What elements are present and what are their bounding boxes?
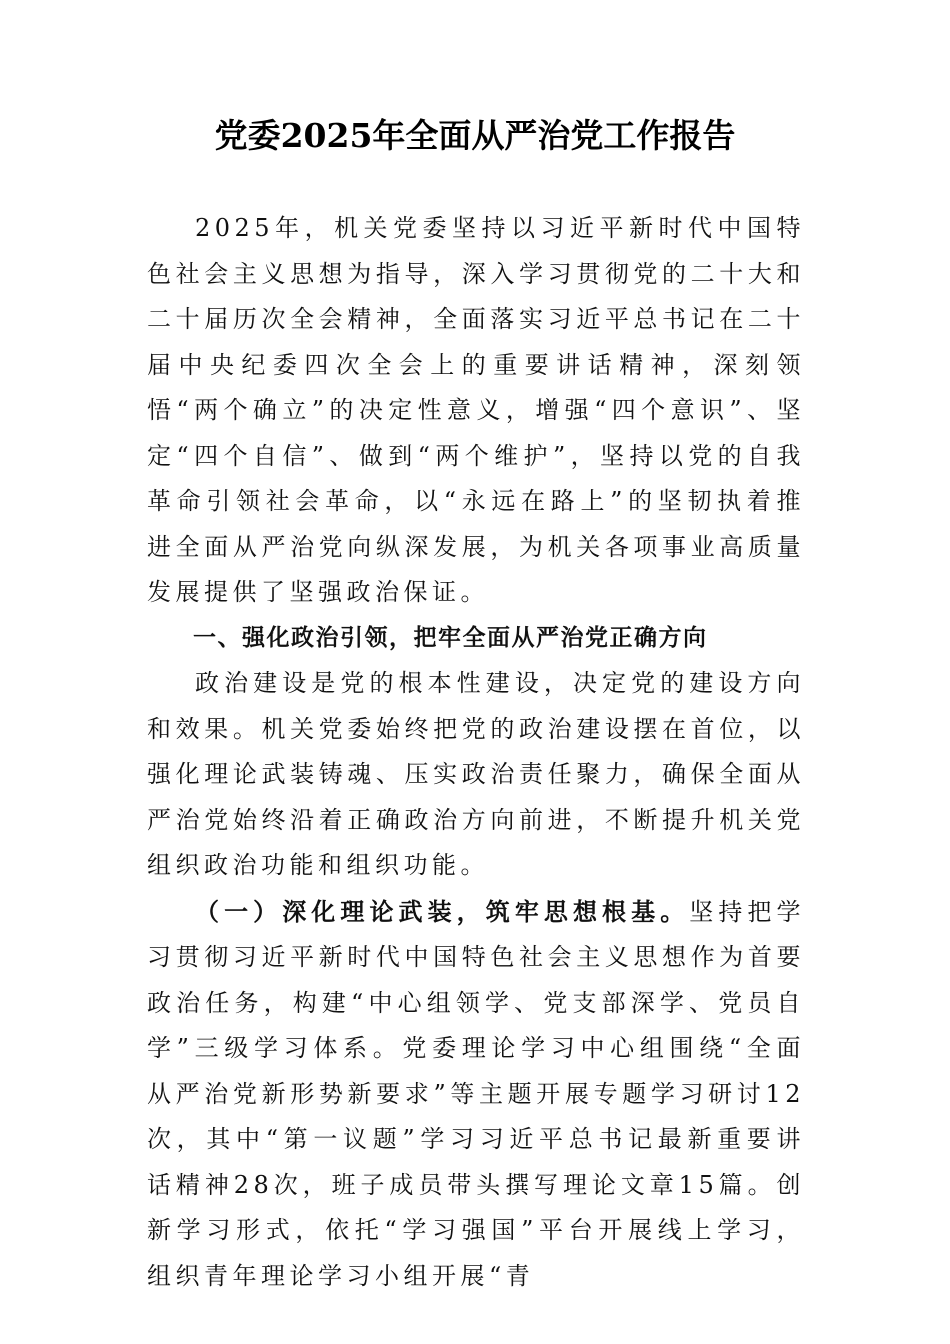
section-heading-1: 一、强化政治引领，把牢全面从严治党正确方向 [193,624,708,651]
subsection-1-paragraph [147,889,805,1300]
subsection-1-text: 坚持把学习贯彻习近平新时代中国特色社会主义思想作为首要政治任务，构建“中心组领学、党支部深学、党员自学”三级学习体系。党委理论学习中心组围绕“全面从严治党新形势新要求”等主题开展专题学习研讨12次，其中“第一议题”学习习近平总书记最新重要讲话精神28次，班子成员带头撰写理论文章15篇。创新学习形式，依托“学习强国”平台开展线上学习，组织青年理论学习小组开展“青 [147,897,806,1290]
document-title: 党委2025年全面从严治党工作报告 [214,116,736,155]
subsection-heading-1: （一）深化理论武装，筑牢思想根基。 [195,896,690,926]
document-body [147,206,805,1299]
intro-paragraph: 2025年，机关党委坚持以习近平新时代中国特色社会主义思想为指导，深入学习贯彻党的二十大和二十届历次全会精神，全面落实习近平总书记在二十届中央纪委四次全会上的重要讲话精神，深刻领悟“两个确立”的决定性意义，增强“四个意识”、坚定“四个自信”、做到“两个维护”，坚持以党的自我革命引领社会革命，以“永远在路上”的坚韧执着推进全面从严治党向纵深发展，为机关各项事业高质量发展提供了坚强政治保证。 [147,214,805,606]
section-1-paragraph: 政治建设是党的根本性建设，决定党的建设方向和效果。机关党委始终把党的政治建设摆在首位，以强化理论武装铸魂、压实政治责任聚力，确保全面从严治党始终沿着正确政治方向前进，不断提升机关党组织政治功能和组织功能。 [147,669,805,879]
